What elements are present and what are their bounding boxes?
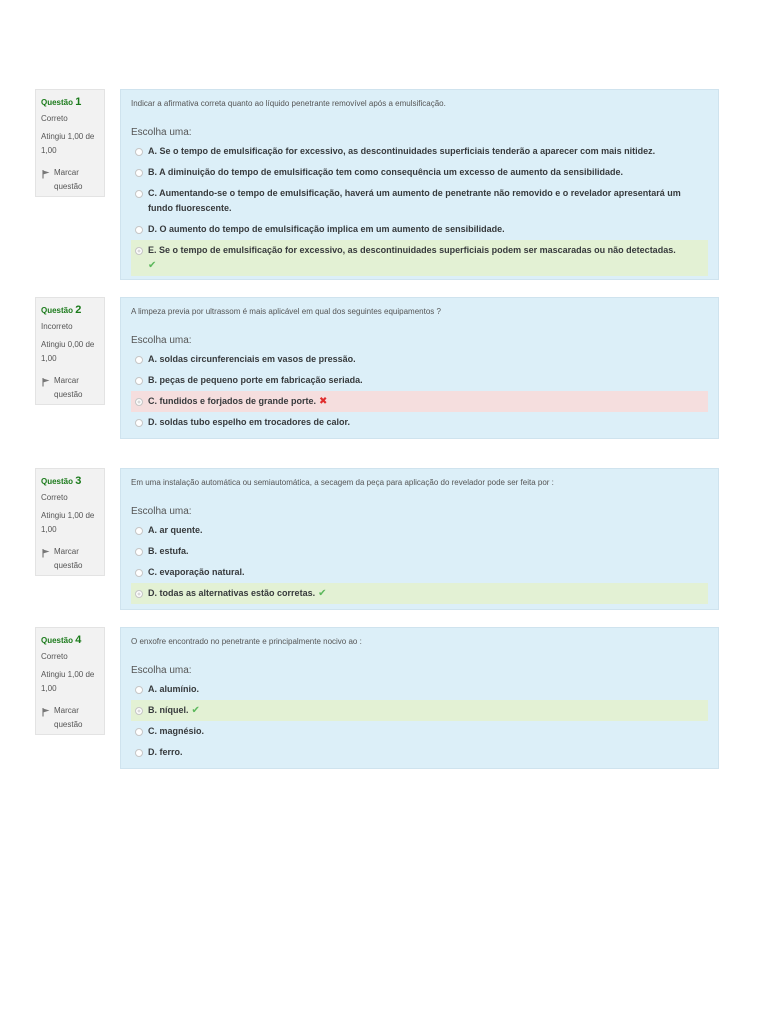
answer-prompt: Escolha uma:	[131, 335, 192, 346]
flag-icon	[41, 169, 51, 179]
answer-option-label: A. alumínio.	[148, 684, 200, 694]
radio-button-selected[interactable]	[135, 707, 143, 715]
answer-option-c[interactable]	[131, 391, 708, 412]
answer-prompt: Escolha uma:	[131, 665, 192, 676]
answer-option-label: D. O aumento do tempo de emulsificação implica em um aumento de sensibilidade.	[148, 224, 505, 234]
answer-option-label: B. A diminuição do tempo de emulsificação tem como consequência um excesso de aumento da sensibilidade.	[148, 167, 623, 177]
question-state: Correto	[41, 493, 68, 502]
radio-button-selected[interactable]	[135, 247, 143, 255]
answer-option-d[interactable]	[131, 742, 708, 763]
answer-option-a[interactable]	[131, 520, 708, 541]
answer-option-label: B. peças de pequeno porte em fabricação seriada.	[148, 375, 363, 385]
answer-list	[131, 679, 708, 763]
flag-question-link[interactable]	[41, 166, 99, 194]
flag-question-link[interactable]	[41, 545, 99, 573]
question-grade: Atingiu 1,00 de 1,00	[41, 511, 95, 534]
flag-question-link[interactable]	[41, 704, 99, 732]
answer-option-d[interactable]	[131, 412, 708, 433]
flag-label: Marcar questão	[54, 547, 83, 570]
answer-option-label: D. todas as alternativas estão corretas.	[148, 588, 316, 598]
question-info	[35, 627, 105, 735]
question-number-value: 4	[75, 634, 82, 646]
answer-option-b[interactable]	[131, 700, 708, 721]
question-number	[41, 474, 99, 489]
radio-button[interactable]	[135, 377, 143, 385]
question-label: Questão	[41, 477, 74, 486]
flag-label: Marcar questão	[54, 376, 83, 399]
answer-option-a[interactable]	[131, 349, 708, 370]
question-number	[41, 95, 99, 110]
answer-option-b[interactable]	[131, 370, 708, 391]
question-label: Questão	[41, 306, 74, 315]
answer-option-d[interactable]	[131, 219, 708, 240]
question-text: A limpeza previa por ultrassom é mais aplicável em qual dos seguintes equipamentos ?	[131, 307, 441, 316]
answer-option-label: D. soldas tubo espelho em trocadores de calor.	[148, 417, 351, 427]
question-number	[41, 303, 99, 318]
answer-option-label: C. fundidos e forjados de grande porte.	[148, 396, 317, 406]
checkmark-icon: ✔	[318, 588, 327, 599]
flag-label: Marcar questão	[54, 706, 83, 729]
answer-option-text	[148, 703, 708, 718]
answer-option-label: E. Se o tempo de emulsificação for excessivo, as descontinuidades superficiais podem ser mascaradas ou não detectadas.	[148, 245, 676, 255]
question-number-value: 1	[75, 96, 82, 108]
answer-option-label: D. ferro.	[148, 747, 183, 757]
answer-option-label: B. níquel.	[148, 705, 189, 715]
question-number-value: 2	[75, 304, 82, 316]
checkmark-icon: ✔	[148, 260, 157, 271]
radio-button[interactable]	[135, 548, 143, 556]
answer-option-label: C. Aumentando-se o tempo de emulsificação, haverá um aumento de penetrante não removido e o revelador apresentará um fundo fluorescente.	[148, 188, 681, 213]
radio-button[interactable]	[135, 728, 143, 736]
answer-option-e[interactable]	[131, 240, 708, 276]
answer-list	[131, 141, 708, 276]
answer-option-d[interactable]	[131, 583, 708, 604]
question-content	[120, 89, 719, 280]
answer-option-label: A. soldas circunferenciais em vasos de pressão.	[148, 354, 356, 364]
checkmark-icon: ✔	[191, 705, 200, 716]
radio-button[interactable]	[135, 169, 143, 177]
answer-list	[131, 349, 708, 433]
radio-button[interactable]	[135, 419, 143, 427]
answer-option-label: C. magnésio.	[148, 726, 205, 736]
question-number-value: 3	[75, 475, 82, 487]
radio-button[interactable]	[135, 226, 143, 234]
answer-option-b[interactable]	[131, 162, 708, 183]
answer-option-text	[148, 243, 708, 273]
question-text: O enxofre encontrado no penetrante e principalmente nocivo ao :	[131, 637, 362, 646]
question-content	[120, 297, 719, 439]
answer-option-text	[148, 586, 708, 601]
radio-button[interactable]	[135, 190, 143, 198]
answer-prompt: Escolha uma:	[131, 506, 192, 517]
question-label: Questão	[41, 636, 74, 645]
flag-icon	[41, 377, 51, 387]
radio-button[interactable]	[135, 569, 143, 577]
question-info	[35, 297, 105, 405]
radio-button[interactable]	[135, 527, 143, 535]
flag-icon	[41, 548, 51, 558]
answer-option-c[interactable]	[131, 721, 708, 742]
answer-option-text	[148, 394, 708, 409]
question-number	[41, 633, 99, 648]
question-text: Em uma instalação automática ou semiautomática, a secagem da peça para aplicação do revelador pode ser feita por :	[131, 478, 554, 487]
question-state: Correto	[41, 114, 68, 123]
radio-button[interactable]	[135, 749, 143, 757]
question-state: Incorreto	[41, 322, 73, 331]
answer-option-b[interactable]	[131, 541, 708, 562]
answer-option-label: A. Se o tempo de emulsificação for excessivo, as descontinuidades superficiais tenderão a aparecer com mais nitidez.	[148, 146, 656, 156]
answer-option-a[interactable]	[131, 679, 708, 700]
answer-option-c[interactable]	[131, 183, 708, 219]
answer-prompt: Escolha uma:	[131, 127, 192, 138]
answer-option-label: B. estufa.	[148, 546, 189, 556]
answer-option-label: C. evaporação natural.	[148, 567, 245, 577]
answer-list	[131, 520, 708, 604]
answer-option-label: A. ar quente.	[148, 525, 203, 535]
answer-option-c[interactable]	[131, 562, 708, 583]
radio-button[interactable]	[135, 686, 143, 694]
radio-button[interactable]	[135, 356, 143, 364]
question-state: Correto	[41, 652, 68, 661]
radio-button-selected[interactable]	[135, 590, 143, 598]
question-content	[120, 627, 719, 769]
cross-icon: ✖	[319, 396, 328, 407]
question-info	[35, 89, 105, 197]
question-text: Indicar a afirmativa correta quanto ao líquido penetrante removível após a emulsificação.	[131, 99, 446, 108]
question-grade: Atingiu 0,00 de 1,00	[41, 340, 95, 363]
question-content	[120, 468, 719, 610]
question-grade: Atingiu 1,00 de 1,00	[41, 670, 95, 693]
question-grade: Atingiu 1,00 de 1,00	[41, 132, 95, 155]
flag-icon	[41, 707, 51, 717]
radio-button[interactable]	[135, 148, 143, 156]
question-label: Questão	[41, 98, 74, 107]
answer-option-a[interactable]	[131, 141, 708, 162]
radio-button-selected[interactable]	[135, 398, 143, 406]
flag-label: Marcar questão	[54, 168, 83, 191]
question-info	[35, 468, 105, 576]
flag-question-link[interactable]	[41, 374, 99, 402]
